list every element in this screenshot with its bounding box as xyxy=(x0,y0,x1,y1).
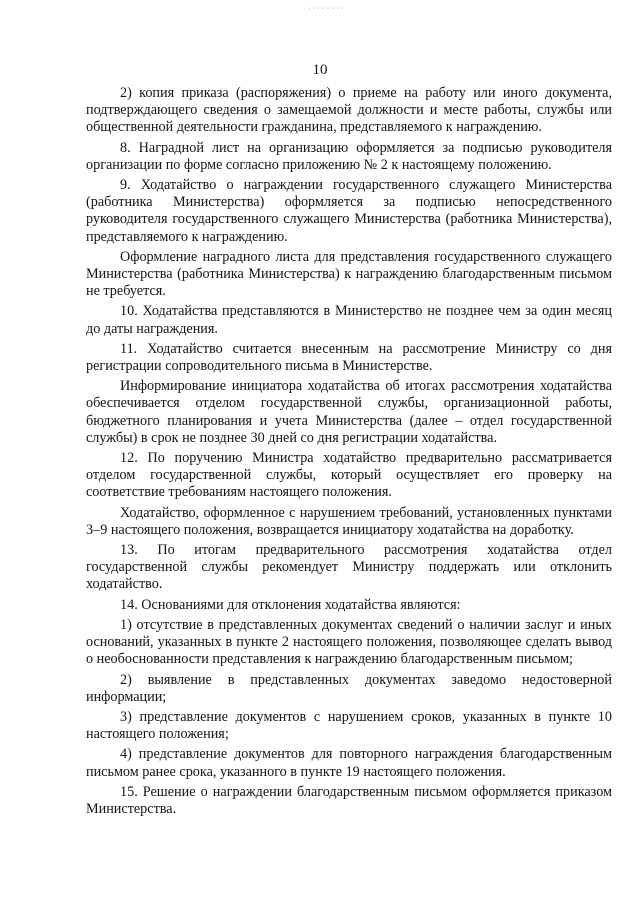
paragraph-item-9-note: Оформление наградного листа для представления государственного служащего Министерства (работника Министерства) к награждению благодарственным письмом не требуется. xyxy=(86,248,612,300)
paragraph-item-12: 12. По поручению Министра ходатайство предварительно рассматривается отделом государственной службы, который осуществляет его проверку на соответствие требованиям настоящего положения. xyxy=(86,450,612,501)
document-body xyxy=(86,85,612,821)
paragraph-item-14-1: 1) отсутствие в представленных документах сведений о наличии заслуг и иных оснований, указанных в пункте 2 настоящего положения, позволяющее сделать вывод о необоснованности представления к награждению благодарственным письмом; xyxy=(86,616,612,668)
paragraph-item-14-3: 3) представление документов с нарушением сроков, указанных в пункте 10 настоящего положения; xyxy=(86,708,612,743)
page-number: 10 xyxy=(312,62,328,78)
paragraph-item-12-return: Ходатайство, оформленное с нарушением требований, установленных пунктами 3–9 настоящего положения, возвращается инициатору ходатайства на доработку. xyxy=(86,504,612,538)
paragraph-item-11: 11. Ходатайство считается внесенным на рассмотрение Министру со дня регистрации сопроводительного письма в Министерстве. xyxy=(86,340,612,375)
paragraph-item-13: 13. По итогам предварительного рассмотрения ходатайства отдел государственной службы рекомендует Министру поддержать или отклонить ходатайство. xyxy=(86,542,612,593)
paragraph-item-11-informing: Информирование инициатора ходатайства об итогах рассмотрения ходатайства обеспечивается отделом государственной службы, организационной работы, бюджетного планирования и учета Министерства (далее – отдел государственной службы) в срок не позднее 30 дней со дня регистрации ходатайства. xyxy=(86,378,612,446)
paragraph-item-15: 15. Решение о награждении благодарственным письмом оформляется приказом Министерства. xyxy=(86,783,612,817)
paragraph-item-9: 9. Ходатайство о награждении государственного служащего Министерства (работника Министерства) оформляется за подписью непосредственного руководителя государственного служащего Министерства (работника Министерства), представляемого к награждению. xyxy=(86,177,612,245)
paragraph-copy-of-order: 2) копия приказа (распоряжения) о приеме на работу или иного документа, подтверждающего сведения о замещаемой должности и месте работы, службы или общественной деятельности гражданина, представляемого к награждению. xyxy=(86,85,612,136)
paragraph-item-14-2: 2) выявление в представленных документах заведомо недостоверной информации; xyxy=(86,671,612,705)
scan-artifact: ˙ ˙ ˙ ˙ ˙ ˙ ˙ ˙ xyxy=(308,6,344,15)
paragraph-item-10: 10. Ходатайства представляются в Министерство не позднее чем за один месяц до даты награждения. xyxy=(86,303,612,337)
paragraph-item-14: 14. Основаниями для отклонения ходатайства являются: xyxy=(120,596,461,613)
paragraph-item-8: 8. Наградной лист на организацию оформляется за подписью руководителя организации по форме согласно приложению № 2 к настоящему положению. xyxy=(86,139,612,173)
paragraph-item-14-4: 4) представление документов для повторного награждения благодарственным письмом ранее срока, указанного в пункте 19 настоящего положения. xyxy=(86,746,612,780)
